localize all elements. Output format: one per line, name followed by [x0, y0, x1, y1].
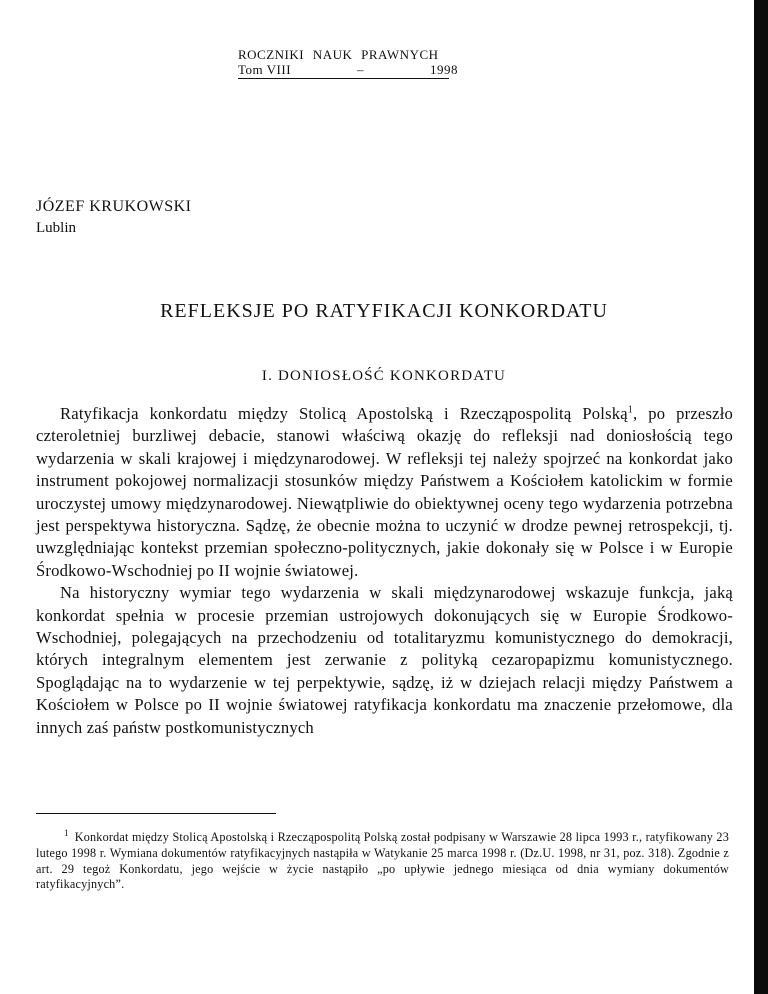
- footnote-number: 1: [64, 827, 69, 838]
- section-heading: I. DONIOSŁOŚĆ KONKORDATU: [261, 368, 507, 384]
- journal-volume-line: [238, 62, 458, 77]
- footnote-reference: 1: [627, 404, 633, 416]
- footnote-separator: [36, 813, 276, 814]
- journal-volume: Tom VIII: [238, 62, 292, 77]
- author-name: JÓZEF KRUKOWSKI: [36, 198, 192, 215]
- scan-edge-border: [754, 0, 768, 994]
- journal-name: ROCZNIKI NAUK PRAWNYCH: [238, 47, 439, 62]
- paragraph: [36, 403, 733, 582]
- article-title: REFLEKSJE PO RATYFIKACJI KONKORDATU: [160, 300, 608, 322]
- footnote: [36, 827, 729, 893]
- journal-header: [238, 47, 458, 79]
- author-place: Lublin: [36, 220, 76, 236]
- paragraph: Na historyczny wymiar tego wydarzenia w skali międzynarodowej wskazuje funkcja, jaką konkordat spełnia w procesie przemian ustrojowych dokonujących się w Europie Środkowo-Wschodniej, polegających na przechodzeniu od totalitaryzmu komunistycznego do demokracji, których integralnym elementem jest zerwanie z polityką cezaropapizmu komunistycznego. Spoglądając na to wydarzenie w tej perpektywie, sądzę, iż w dziejach relacji między Państwem a Kościołem w Polsce po II wojnie światowej ratyfikacja konkordatu ma znaczenie przełomowe, dla innych zaś państw postkomunistycznych: [36, 583, 733, 737]
- article-body: [36, 403, 733, 739]
- journal-year: 1998: [429, 62, 458, 77]
- footnote-text: Konkordat między Stolicą Apostolską i Rzecząpospolitą Polską został podpisany w Warszawie 28 lipca 1993 r., ratyfikowany 23 lutego 1998 r. Wymiana dokumentów ratyfikacyjnych nastąpiła w Watykanie 25 marca 1998 r. (Dz.U. 1998, nr 31, poz. 318). Zgodnie z art. 29 tegoż Konkordatu, jego wejście w życie nastąpiło „po upływie jednego miesiąca od dnia wymiany dokumentów ratyfikacyjnych”.: [36, 830, 729, 892]
- journal-header-rule: [238, 78, 449, 79]
- paragraph-text: , po przeszło czteroletniej burzliwej debacie, stanowi właściwą okazję do refleksji nad doniosłością tego wydarzenia w skali krajowej i międzynarodowej. W refleksji tej należy spojrzeć na konkordat jako instrument pokojowej normalizacji stosunków między Państwem a Kościołem katolickim w formie uroczystej umowy międzynarodowej. Niewątpliwie do obiektywnej oceny tego wydarzenia potrzebna jest perspektywa historyczna. Sądzę, że obecnie można to uczynić w drodze pewnej retrospekcji, tj. uwzględniając kontekst przemian społeczno-politycznych, jakie dokonały się w Polsce i w Europie Środkowo-Wschodniej po II wojnie światowej.: [36, 404, 734, 580]
- journal-dash: –: [357, 62, 365, 77]
- paragraph-text: Ratyfikacja konkordatu między Stolicą Apostolską i Rzecząpospolitą Polską: [60, 404, 628, 423]
